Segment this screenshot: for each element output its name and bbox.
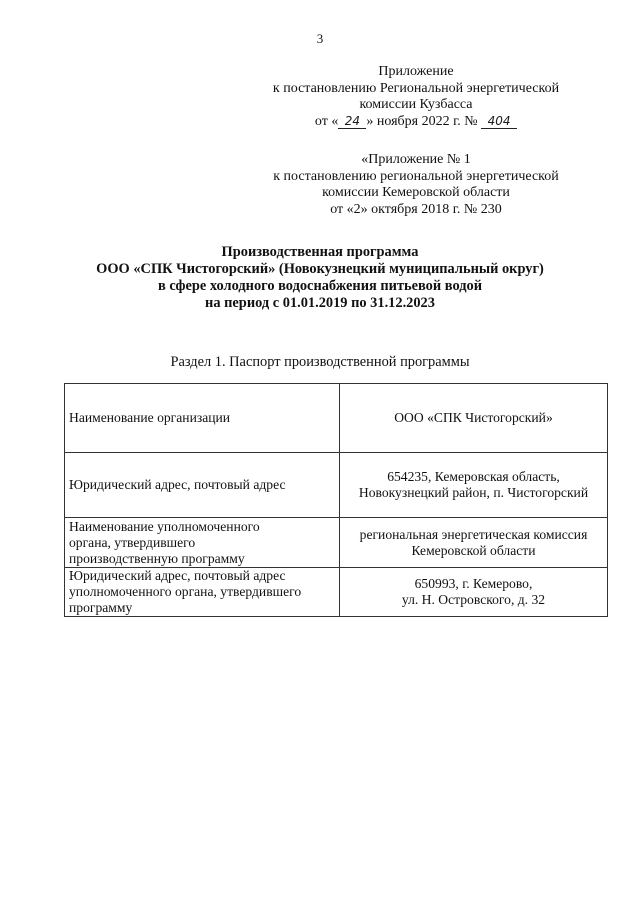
authority-name-value-line-1: региональная энергетическая комиссия <box>359 526 588 542</box>
table-row <box>65 568 608 617</box>
authority-name-label-line-1: Наименование уполномоченного <box>69 518 260 534</box>
authority-address-label <box>65 568 340 617</box>
handwritten-decree-number: 404 <box>481 115 517 129</box>
authority-address-label-line-2: уполномоченного органа, утвердившего <box>69 584 302 599</box>
program-title-line-2: ООО «СПК Чистогорский» (Новокузнецкий муниципальный округ) <box>96 261 544 277</box>
authority-address-value <box>340 568 608 617</box>
prev-appendix-line-decree: к постановлению региональной энергетической <box>273 168 559 184</box>
section-title: Раздел 1. Паспорт производственной программы <box>170 354 470 370</box>
authority-address-label-line-1: Юридический адрес, почтовый адрес <box>69 568 286 583</box>
appendix-title: Приложение <box>378 64 454 79</box>
authority-name-label-line-2: органа, утвердившего <box>69 534 196 550</box>
authority-name-value-line-2: Кемеровской области <box>411 542 536 558</box>
program-title-line-1: Производственная программа <box>221 244 419 260</box>
previous-appendix-header <box>240 152 592 218</box>
authority-name-label <box>65 518 340 568</box>
date-middle: » ноября 2022 г. № <box>366 113 478 129</box>
authority-address-value-line-2: ул. Н. Островского, д. 32 <box>401 592 546 607</box>
table-row <box>65 518 608 568</box>
passport-table <box>64 383 608 617</box>
legal-address-value-line-1: 654235, Кемеровская область, <box>387 469 560 484</box>
prev-appendix-date-line: от «2» октября 2018 г. № 230 <box>330 201 502 217</box>
appendix-header <box>240 64 592 130</box>
program-title-line-3: в сфере холодного водоснабжения питьевой водой <box>157 278 482 294</box>
appendix-line-commission: комиссии Кузбасса <box>359 97 473 112</box>
handwritten-day: 24 <box>338 115 366 129</box>
program-title <box>0 244 640 312</box>
authority-address-value-line-1: 650993, г. Кемерово, <box>414 576 533 591</box>
authority-name-value <box>340 518 608 568</box>
organization-name-label: Наименование организации <box>65 384 340 453</box>
table-row <box>65 453 608 518</box>
legal-address-value <box>340 453 608 518</box>
table-row <box>65 384 608 453</box>
organization-name-value: ООО «СПК Чистогорский» <box>340 384 608 453</box>
authority-address-label-line-3: программу <box>69 600 133 615</box>
legal-address-value-line-2: Новокузнецкий район, п. Чистогорский <box>358 485 589 500</box>
program-title-line-4: на период с 01.01.2019 по 31.12.2023 <box>205 295 435 311</box>
appendix-date-line <box>240 114 592 131</box>
authority-name-label-line-3: производственную программу <box>69 550 245 566</box>
date-prefix: от « <box>314 113 339 129</box>
prev-appendix-title: «Приложение № 1 <box>361 152 471 167</box>
page-number: 3 <box>316 31 324 46</box>
legal-address-label: Юридический адрес, почтовый адрес <box>65 453 340 518</box>
prev-appendix-line-commission: комиссии Кемеровской области <box>322 185 510 200</box>
appendix-line-decree: к постановлению Региональной энергетической <box>272 80 560 96</box>
